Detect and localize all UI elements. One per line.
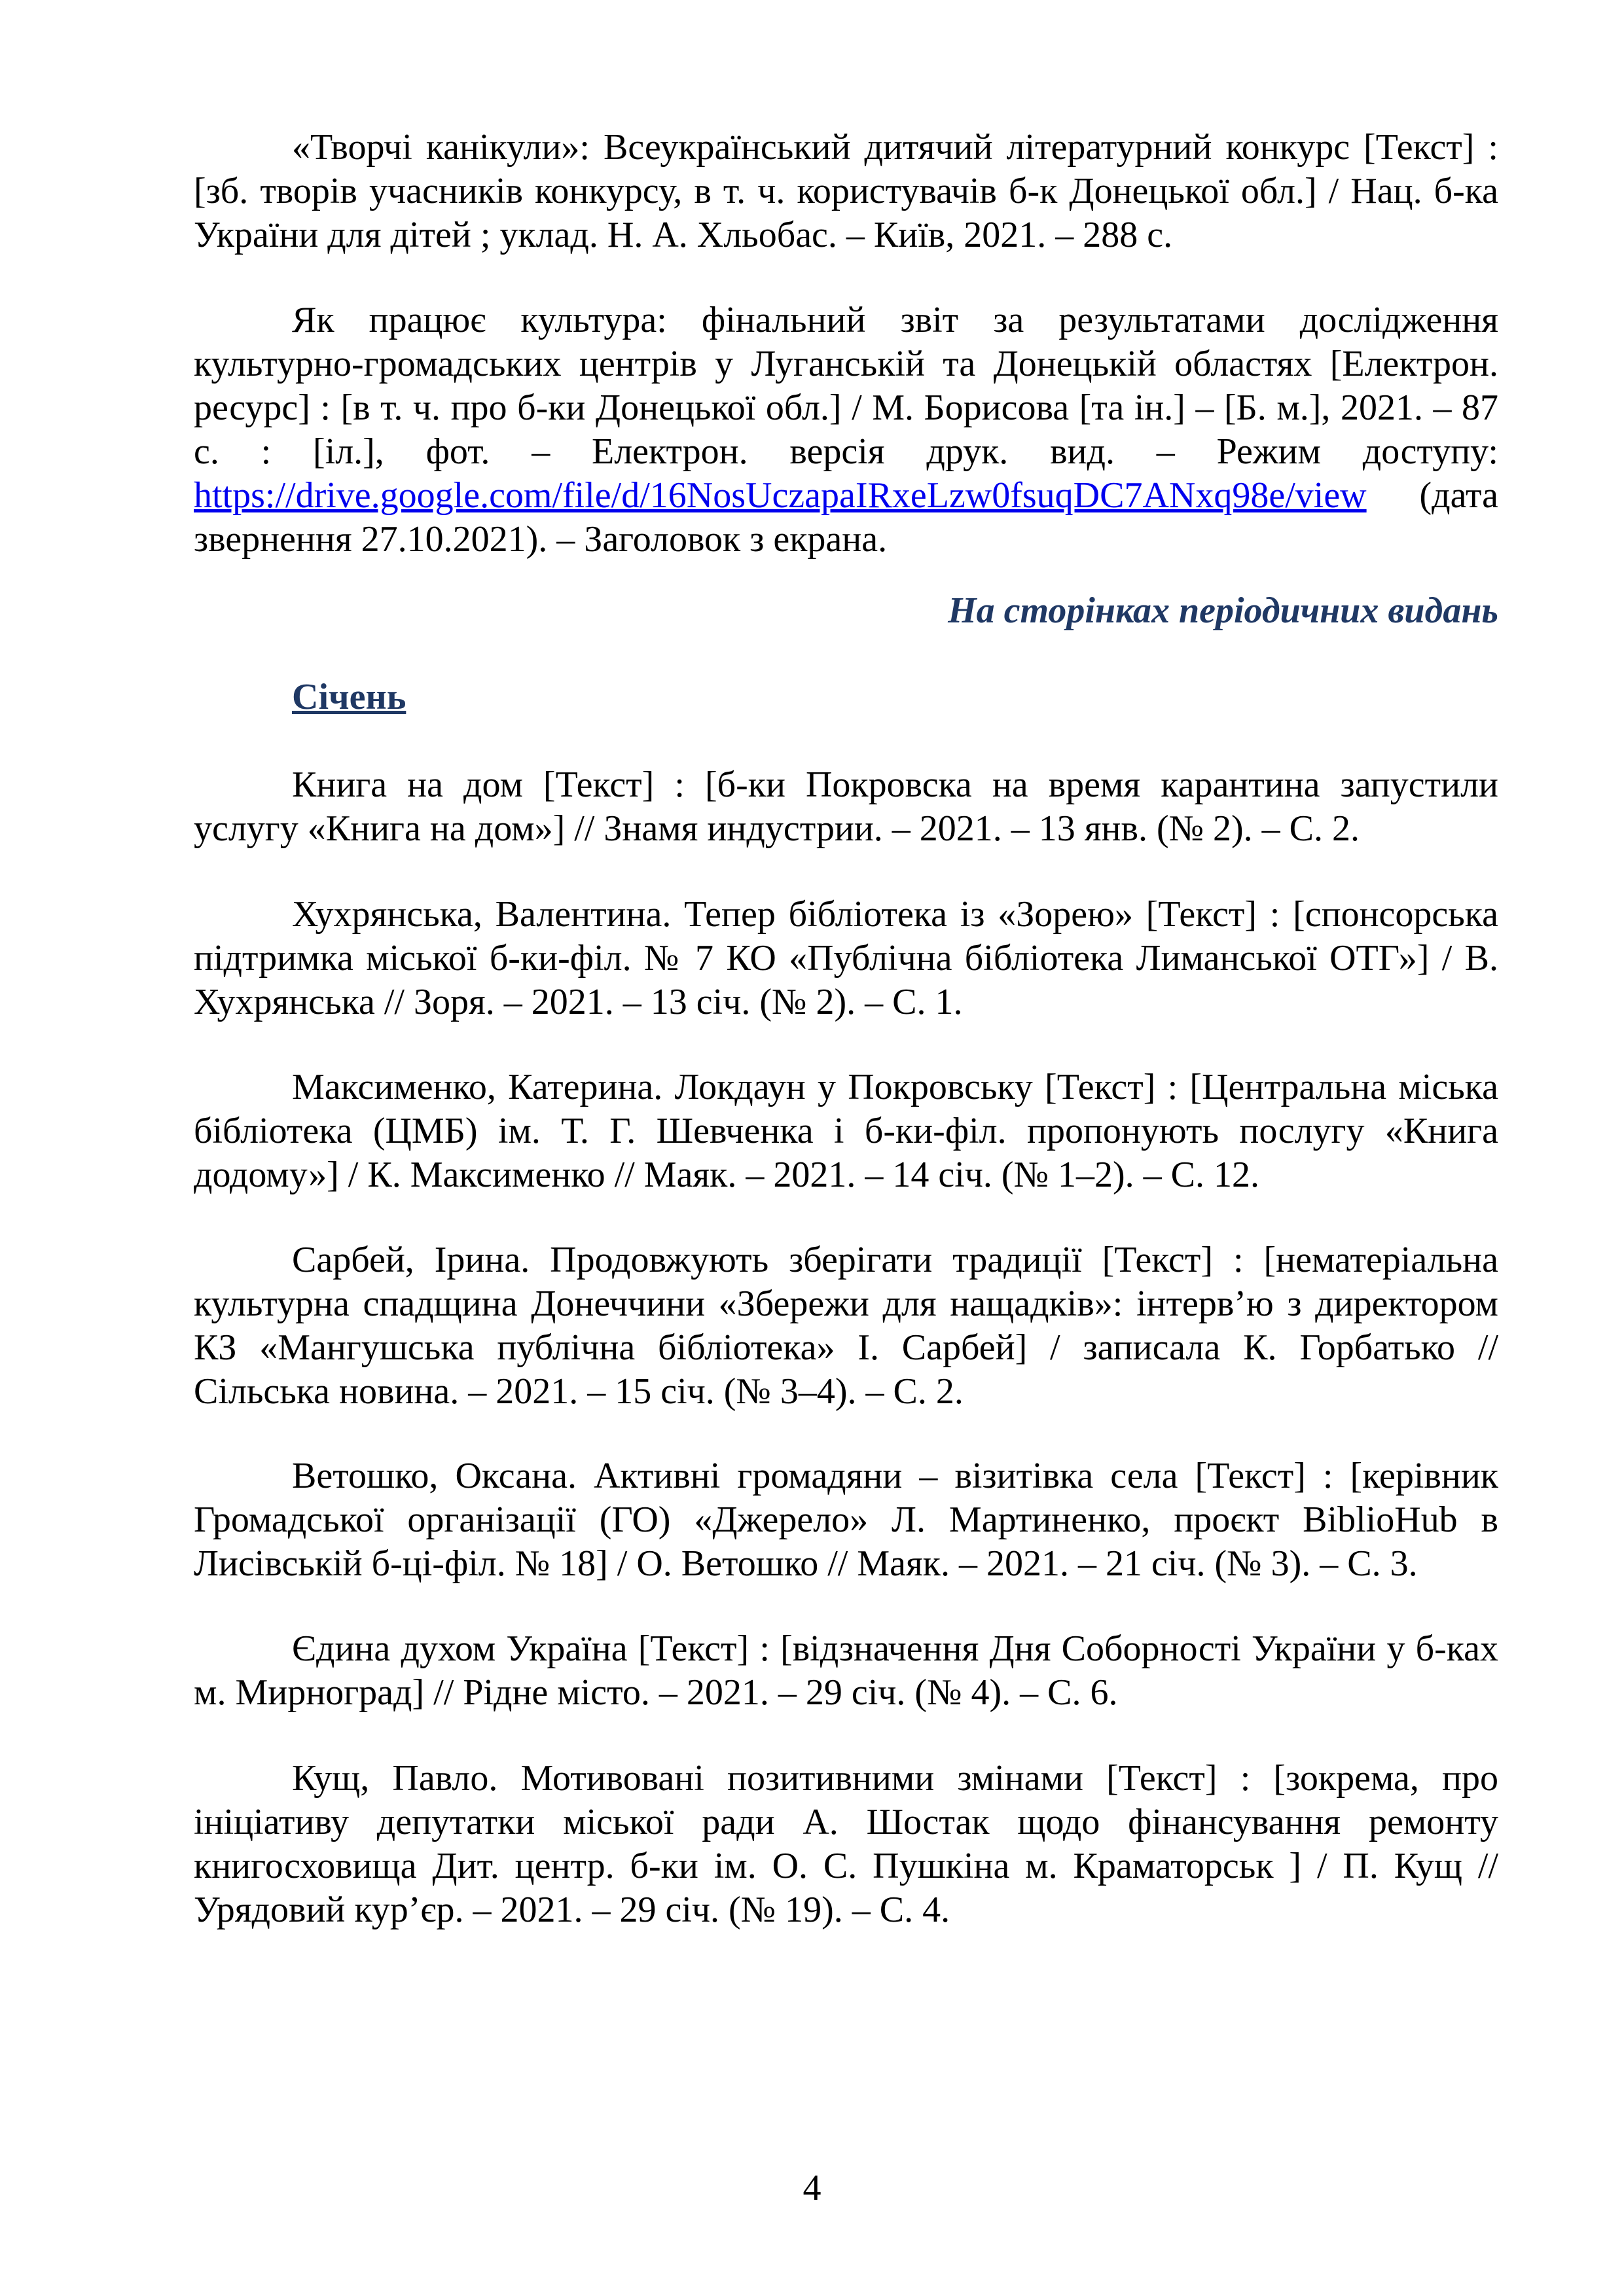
bibliography-entry: Максименко, Катерина. Локдаун у Покровську [Текст] : [Центральна міська бібліотека (ЦМБ) ім. Т. Г. Шевченка і б-ки-філ. пропонують послугу «Книга додому»] / К. Максименко // Маяк. – 2021. – 14 січ. (№ 1–2). – С. 12. xyxy=(194,1067,1498,1195)
section-heading: На сторінках періодичних видань xyxy=(948,590,1498,631)
bibliography-entry: «Творчі канікули»: Всеукраїнський дитячий літературний конкурс [Текст] : [зб. творів учасників конкурсу, в т. ч. користувачів б-к Донецької обл.] / Нац. б-ка України для дітей ; уклад. Н. А. Хльобас. – Київ, 2021. – 288 с. xyxy=(194,127,1498,255)
bibliography-entry: Сарбей, Ірина. Продовжують зберігати традиції [Текст] : [нематеріальна культурна спадщина Донеччини «Збережи для нащадків»: інтерв’ю з директором КЗ «Мангушська публічна бібліотека» І. Сарбей] / записала К. Горбатько // Сільська новина. – 2021. – 15 січ. (№ 3–4). – С. 2. xyxy=(194,1240,1498,1412)
bibliography-entry: Ветошко, Оксана. Активні громадяни – візитівка села [Текст] : [керівник Громадської організації (ГО) «Джерело» Л. Мартиненко, проєкт BiblioHub в Лисівській б-ці-філ. № 18] / О. Ветошко // Маяк. – 2021. – 21 січ. (№ 3). – С. 3. xyxy=(194,1456,1498,1584)
bibliography-entry: Кущ, Павло. Мотивовані позитивними змінами [Текст] : [зокрема, про ініціативу депутатки міської ради А. Шостак щодо фінансування ремонту книгосховища Дит. центр. б-ки ім. О. С. Пушкіна м. Краматорськ ] / П. Кущ // Урядовий кур’єр. – 2021. – 29 січ. (№ 19). – С. 4. xyxy=(194,1758,1498,1930)
bibliography-entry: Єдина духом Україна [Текст] : [відзначення Дня Соборності України у б-ках м. Мирноград] // Рідне місто. – 2021. – 29 січ. (№ 4). – С. 6. xyxy=(194,1628,1498,1713)
bibliography-entry: Книга на дом [Текст] : [б-ки Покровска на время карантина запустили услугу «Книга на дом»] // Знамя индустрии. – 2021. – 13 янв. (№ 2). – С. 2. xyxy=(194,764,1498,849)
month-heading: Січень xyxy=(292,677,406,717)
page-number: 4 xyxy=(803,2168,821,2208)
entry-text: (дата звернення 27.10.2021). – Заголовок з екрана. xyxy=(194,475,1498,560)
resource-link[interactable]: https://drive.google.com/file/d/16NosUczapaIRxeLzw0fsuqDC7ANxq98e/view xyxy=(194,475,1367,516)
entry-text: Як працює культура: фінальний звіт за результатами дослідження культурно-громадських центрів у Луганській та Донецькій областях [Електрон. ресурс] : [в т. ч. про б-ки Донецької обл.] / М. Борисова [та ін.] – [Б. м.], 2021. – 87 с. : [іл.], фот. – Електрон. версія друк. вид. – Режим доступу: xyxy=(194,300,1498,472)
bibliography-entry xyxy=(194,298,1498,562)
bibliography-entry: Хухрянська, Валентина. Тепер бібліотека із «Зорею» [Текст] : [спонсорська підтримка міської б-ки-філ. № 7 КО «Публічна бібліотека Лиманської ОТГ»] / В. Хухрянська // Зоря. – 2021. – 13 січ. (№ 2). – С. 1. xyxy=(194,894,1498,1022)
